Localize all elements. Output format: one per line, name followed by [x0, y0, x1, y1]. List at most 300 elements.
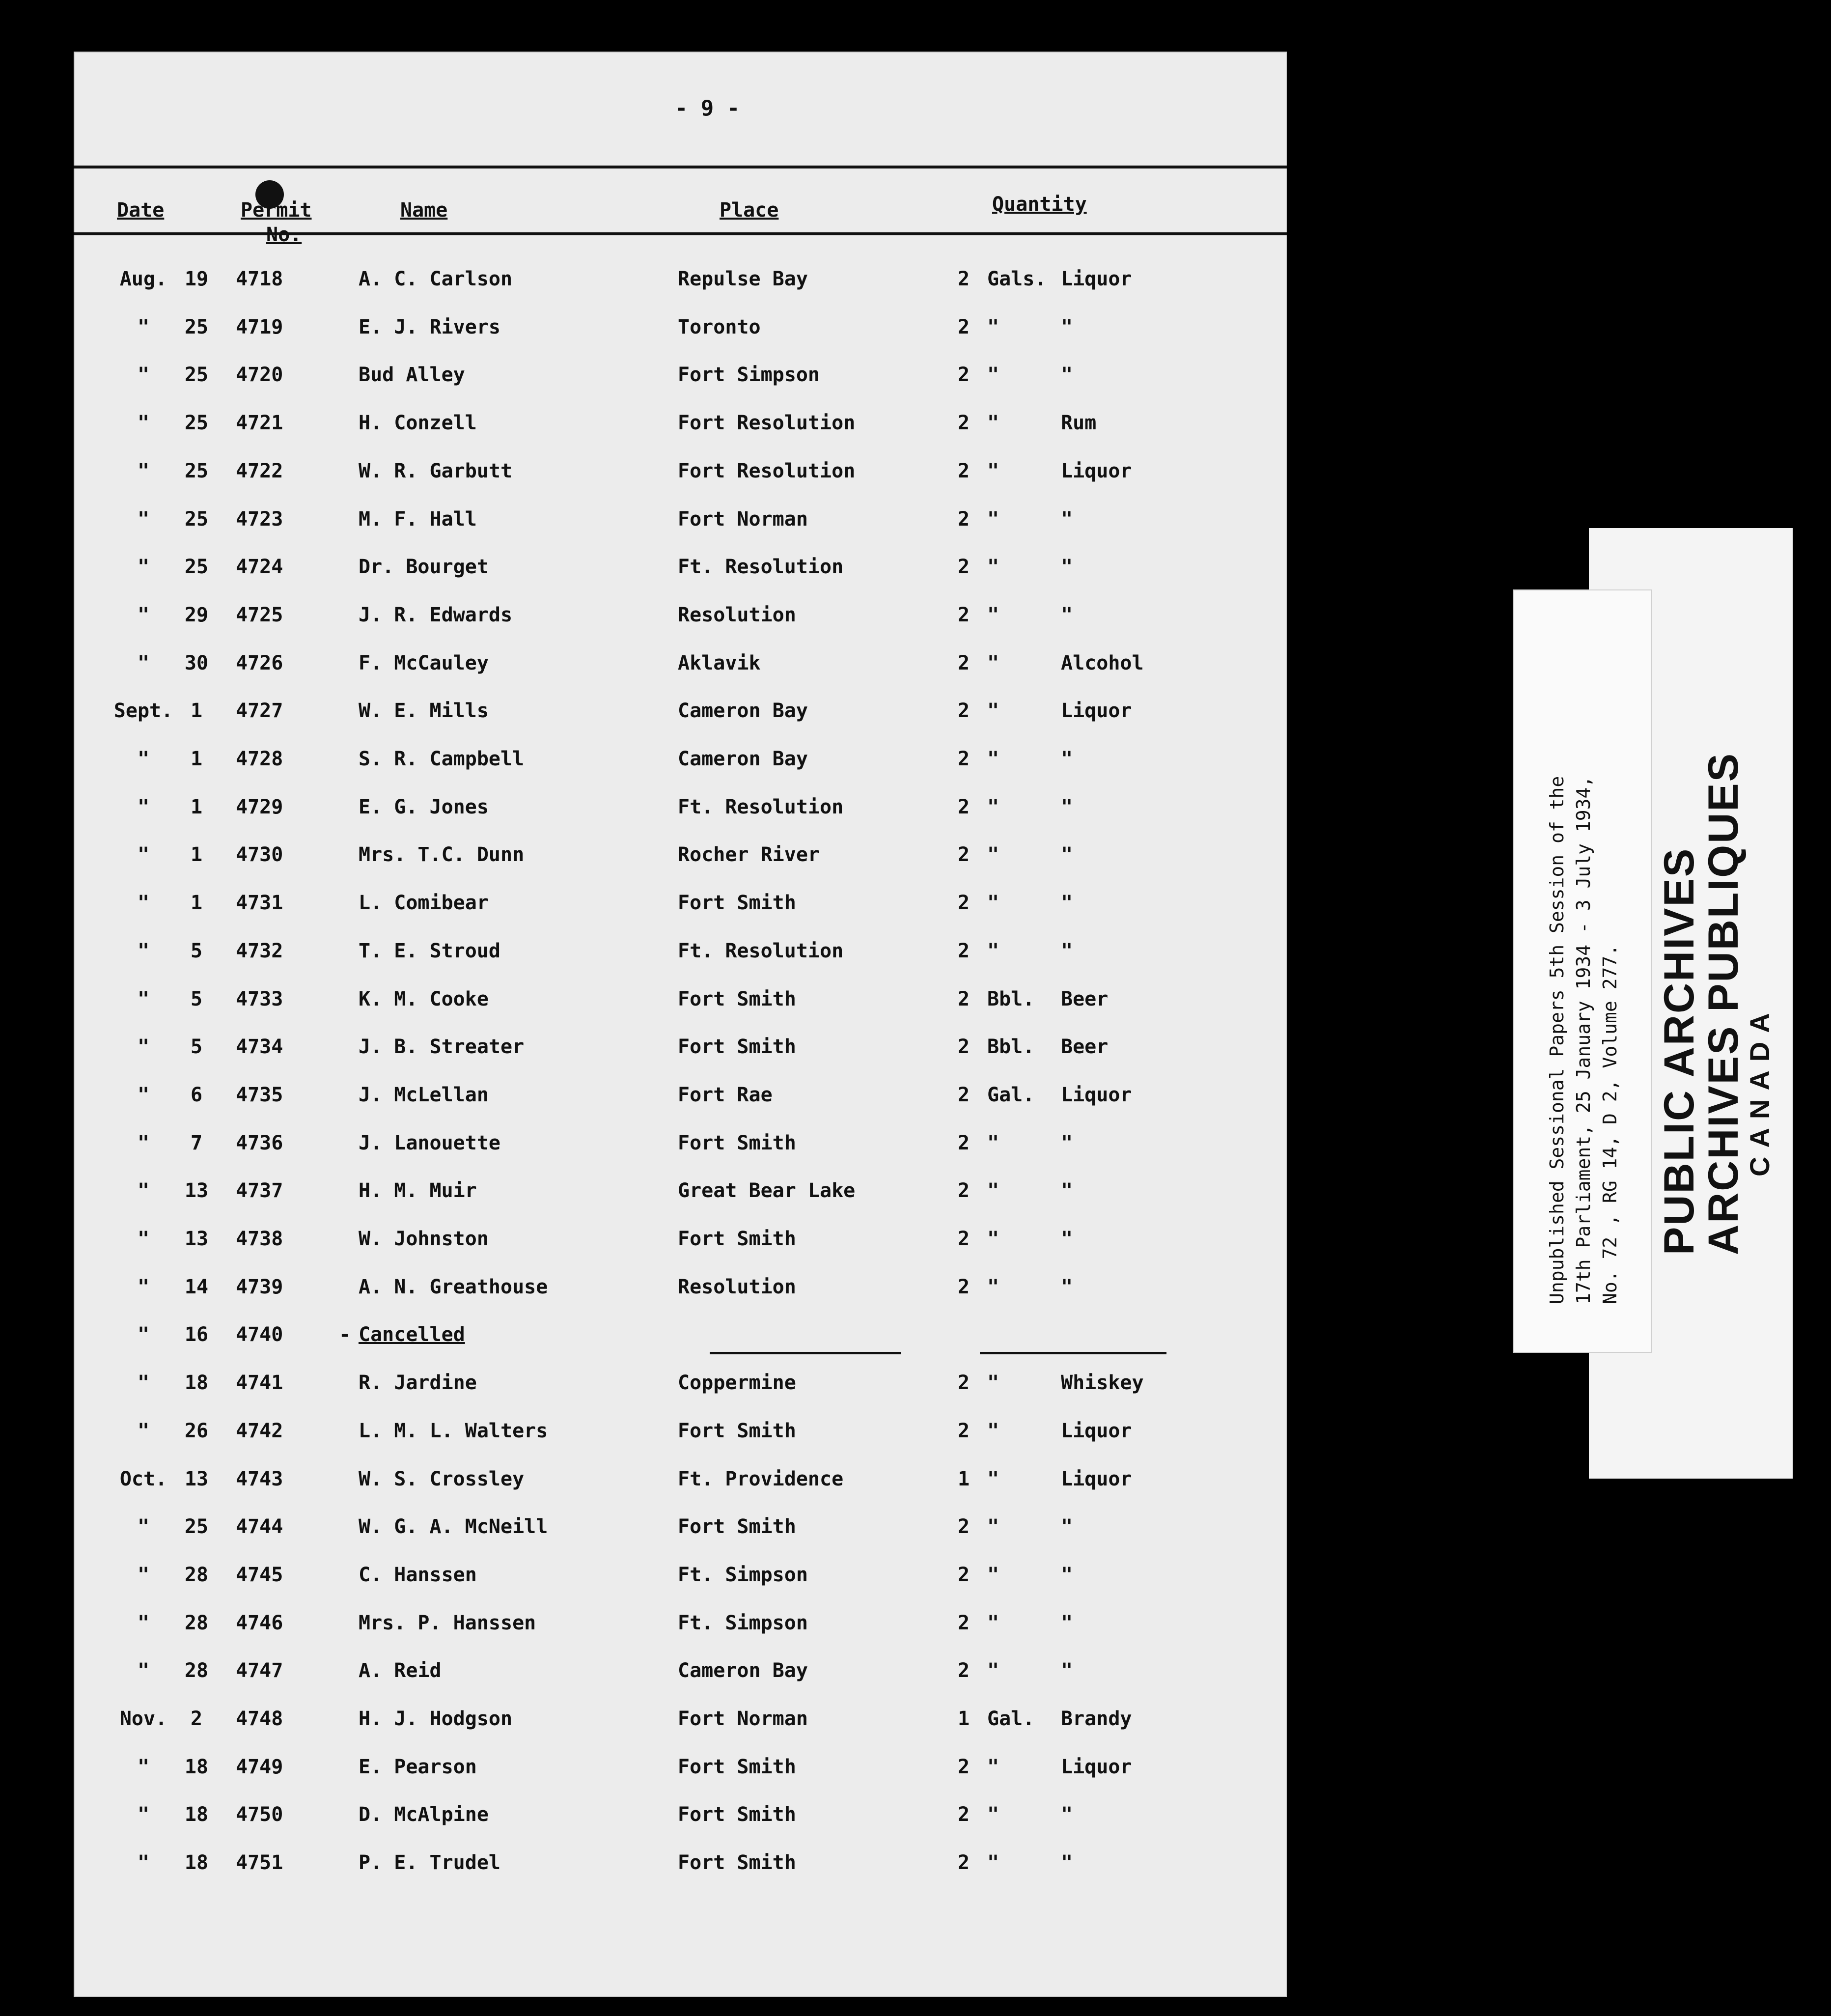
row-permit-no: 4744	[236, 1515, 283, 1538]
row-name: R. Jardine	[359, 1372, 477, 1394]
row-kind: "	[1061, 1179, 1073, 1202]
archive-note-line2: 17th Parliament, 25 January 1934 - 3 July 1934,	[1573, 776, 1594, 1304]
row-kind: Liquor	[1061, 700, 1132, 722]
row-day: 25	[184, 460, 209, 482]
row-unit: "	[987, 316, 999, 338]
row-place: Fort Smith	[678, 1036, 796, 1058]
row-place: Great Bear Lake	[678, 1179, 856, 1202]
row-month: "	[137, 1659, 150, 1682]
row-kind: "	[1061, 508, 1073, 531]
row-unit: "	[987, 508, 999, 531]
row-quantity: 2	[958, 796, 970, 818]
row-place: Resolution	[678, 604, 796, 626]
row-unit: "	[987, 1228, 999, 1250]
row-name: L. M. L. Walters	[359, 1420, 548, 1442]
cancelled-qty-rule	[980, 1352, 1166, 1354]
row-day: 29	[184, 604, 209, 626]
row-unit: "	[987, 1276, 999, 1298]
row-place: Fort Smith	[678, 1515, 796, 1538]
row-unit: "	[987, 1564, 999, 1586]
row-quantity: 2	[958, 508, 970, 531]
row-month: "	[137, 316, 150, 338]
row-day: 1	[190, 700, 203, 722]
row-month: "	[137, 1803, 150, 1826]
row-name: Dr. Bourget	[359, 556, 489, 578]
table-row	[74, 460, 1287, 489]
row-permit-no: 4718	[236, 268, 283, 290]
header-permit: Permit	[241, 199, 312, 222]
row-name: K. M. Cooke	[359, 988, 489, 1010]
row-day: 28	[184, 1612, 209, 1634]
row-kind: "	[1061, 1564, 1073, 1586]
row-month: Oct.	[119, 1468, 167, 1490]
header-place: Place	[720, 199, 779, 222]
row-kind: Liquor	[1061, 460, 1132, 482]
archive-note-line3: No. 72 , RG 14, D 2, Volume 277.	[1599, 944, 1621, 1304]
row-unit: "	[987, 1179, 999, 1202]
table-row	[74, 843, 1287, 873]
table-row	[74, 892, 1287, 921]
row-permit-no: 4749	[236, 1756, 283, 1778]
row-name: J. B. Streater	[359, 1036, 525, 1058]
row-permit-no: 4740	[236, 1323, 283, 1346]
table-row	[74, 604, 1287, 633]
table-row	[74, 1708, 1287, 1737]
row-place: Ft. Resolution	[678, 940, 844, 962]
row-permit-no: 4742	[236, 1420, 283, 1442]
row-quantity: 2	[958, 748, 970, 770]
row-month: "	[137, 412, 150, 434]
row-quantity: 2	[958, 700, 970, 722]
row-month: "	[137, 508, 150, 531]
row-place: Fort Smith	[678, 1803, 796, 1826]
row-quantity: 1	[958, 1708, 970, 1730]
row-place: Fort Norman	[678, 508, 808, 531]
row-kind: "	[1061, 1612, 1073, 1634]
row-permit-no: 4722	[236, 460, 283, 482]
row-permit-no: 4724	[236, 556, 283, 578]
row-day: 25	[184, 1515, 209, 1538]
row-permit-no: 4750	[236, 1803, 283, 1826]
row-kind: Alcohol	[1061, 652, 1144, 674]
row-place: Ft. Providence	[678, 1468, 844, 1490]
table-row	[74, 1276, 1287, 1305]
row-kind: Liquor	[1061, 268, 1132, 290]
table-row	[74, 1756, 1287, 1785]
table-row	[74, 1179, 1287, 1209]
row-day: 18	[184, 1851, 209, 1874]
row-name: Cancelled	[359, 1323, 465, 1346]
row-month: Nov.	[119, 1708, 167, 1730]
row-day: 5	[190, 1036, 203, 1058]
row-day: 16	[184, 1323, 209, 1346]
row-kind: "	[1061, 940, 1073, 962]
row-day: 6	[190, 1084, 203, 1106]
row-quantity: 2	[958, 1659, 970, 1682]
row-unit: "	[987, 604, 999, 626]
row-unit: Gals.	[987, 268, 1047, 290]
row-permit-no: 4733	[236, 988, 283, 1010]
row-place: Fort Smith	[678, 892, 796, 914]
row-kind: "	[1061, 316, 1073, 338]
row-permit-no: 4748	[236, 1708, 283, 1730]
row-quantity: 2	[958, 1276, 970, 1298]
row-kind: Rum	[1061, 412, 1097, 434]
row-quantity: 2	[958, 412, 970, 434]
stamp-public-archives: PUBLIC ARCHIVES	[1656, 847, 1703, 1255]
row-day: 1	[190, 748, 203, 770]
row-permit-no: 4745	[236, 1564, 283, 1586]
row-day: 13	[184, 1179, 209, 1202]
row-kind: "	[1061, 1803, 1073, 1826]
table-row	[74, 316, 1287, 345]
row-quantity: 2	[958, 1036, 970, 1058]
row-quantity: 2	[958, 268, 970, 290]
row-place: Fort Rae	[678, 1084, 773, 1106]
row-quantity: 2	[958, 1564, 970, 1586]
row-permit-no: 4728	[236, 748, 283, 770]
row-name: C. Hanssen	[359, 1564, 477, 1586]
row-month: Sept.	[113, 700, 173, 722]
row-kind: Liquor	[1061, 1468, 1132, 1490]
row-permit-no: 4727	[236, 700, 283, 722]
archive-note-line1: Unpublished Sessional Papers 5th Session of the	[1546, 776, 1568, 1304]
row-day: 28	[184, 1564, 209, 1586]
row-permit-no: 4734	[236, 1036, 283, 1058]
table-row	[74, 940, 1287, 969]
table-row	[74, 268, 1287, 297]
row-name: Mrs. P. Hanssen	[359, 1612, 536, 1634]
row-month: "	[137, 1036, 150, 1058]
row-place: Fort Smith	[678, 1132, 796, 1154]
row-day: 18	[184, 1803, 209, 1826]
row-permit-no: 4719	[236, 316, 283, 338]
table-row	[74, 1515, 1287, 1545]
row-kind: "	[1061, 1132, 1073, 1154]
row-name: T. E. Stroud	[359, 940, 500, 962]
row-place: Ft. Simpson	[678, 1612, 808, 1634]
row-place: Aklavik	[678, 652, 761, 674]
row-month: "	[137, 460, 150, 482]
row-kind: Beer	[1061, 988, 1109, 1010]
row-name: W. E. Mills	[359, 700, 489, 722]
row-day: 1	[190, 843, 203, 866]
table-row	[74, 748, 1287, 777]
row-month: "	[137, 652, 150, 674]
row-kind: "	[1061, 892, 1073, 914]
row-day: 25	[184, 364, 209, 386]
row-quantity: 2	[958, 1372, 970, 1394]
page-number: - 9 -	[674, 96, 740, 121]
row-month: "	[137, 1372, 150, 1394]
row-month: "	[137, 604, 150, 626]
row-quantity: 1	[958, 1468, 970, 1490]
row-place: Fort Smith	[678, 1756, 796, 1778]
header-bottom-rule	[74, 232, 1287, 235]
row-unit: "	[987, 1612, 999, 1634]
row-day: 14	[184, 1276, 209, 1298]
row-place: Resolution	[678, 1276, 796, 1298]
row-month: "	[137, 843, 150, 866]
row-name: Mrs. T.C. Dunn	[359, 843, 525, 866]
row-quantity: 2	[958, 316, 970, 338]
row-permit-no: 4729	[236, 796, 283, 818]
row-unit: "	[987, 796, 999, 818]
row-name: A. C. Carlson	[359, 268, 513, 290]
row-quantity: 2	[958, 556, 970, 578]
row-month: "	[137, 1851, 150, 1874]
row-permit-no: 4737	[236, 1179, 283, 1202]
row-month: "	[137, 892, 150, 914]
row-quantity: 2	[958, 988, 970, 1010]
table-row	[74, 1420, 1287, 1449]
row-kind: "	[1061, 748, 1073, 770]
row-permit-no: 4736	[236, 1132, 283, 1154]
row-permit-no: 4743	[236, 1468, 283, 1490]
row-place: Fort Simpson	[678, 364, 820, 386]
row-month: "	[137, 988, 150, 1010]
row-name: E. J. Rivers	[359, 316, 500, 338]
row-unit: "	[987, 892, 999, 914]
table-row	[74, 988, 1287, 1017]
row-name: H. Conzell	[359, 412, 477, 434]
stamp-archives-publiques: ARCHIVES PUBLIQUES	[1700, 752, 1747, 1255]
row-place: Ft. Resolution	[678, 556, 844, 578]
row-quantity: 2	[958, 364, 970, 386]
row-day: 19	[184, 268, 209, 290]
row-kind: "	[1061, 604, 1073, 626]
row-place: Cameron Bay	[678, 748, 808, 770]
table-row	[74, 700, 1287, 729]
cancelled-place-rule	[710, 1352, 901, 1354]
row-unit: "	[987, 700, 999, 722]
table-row	[74, 1323, 1287, 1353]
row-unit: "	[987, 1803, 999, 1826]
row-name: S. R. Campbell	[359, 748, 525, 770]
row-place: Fort Smith	[678, 1851, 796, 1874]
row-unit: "	[987, 1372, 999, 1394]
row-day: 2	[190, 1708, 203, 1730]
row-name: J. R. Edwards	[359, 604, 513, 626]
row-place: Fort Smith	[678, 988, 796, 1010]
row-kind: Beer	[1061, 1036, 1109, 1058]
table-row	[74, 1803, 1287, 1833]
table-row	[74, 1084, 1287, 1113]
row-permit-no: 4720	[236, 364, 283, 386]
row-kind: "	[1061, 556, 1073, 578]
row-day: 25	[184, 556, 209, 578]
row-quantity: 2	[958, 1851, 970, 1874]
row-month: "	[137, 1323, 150, 1346]
row-place: Ft. Simpson	[678, 1564, 808, 1586]
row-name: J. McLellan	[359, 1084, 489, 1106]
row-name: W. S. Crossley	[359, 1468, 525, 1490]
row-name: A. N. Greathouse	[359, 1276, 548, 1298]
table-row	[74, 1851, 1287, 1881]
table-row	[74, 1659, 1287, 1689]
row-unit: "	[987, 1756, 999, 1778]
row-quantity: 2	[958, 1803, 970, 1826]
table-row	[74, 1612, 1287, 1641]
row-place: Fort Resolution	[678, 460, 856, 482]
row-quantity: 2	[958, 1228, 970, 1250]
row-place: Repulse Bay	[678, 268, 808, 290]
row-day: 25	[184, 316, 209, 338]
row-place: Fort Smith	[678, 1228, 796, 1250]
row-quantity: 2	[958, 1132, 970, 1154]
row-kind: "	[1061, 1515, 1073, 1538]
row-quantity: 2	[958, 1179, 970, 1202]
row-permit-no: 4739	[236, 1276, 283, 1298]
row-unit: "	[987, 1659, 999, 1682]
row-permit-no: 4723	[236, 508, 283, 531]
row-place: Cameron Bay	[678, 700, 808, 722]
row-permit-no: 4725	[236, 604, 283, 626]
table-row	[74, 1468, 1287, 1497]
row-place: Fort Resolution	[678, 412, 856, 434]
row-kind: Liquor	[1061, 1420, 1132, 1442]
row-unit: Bbl.	[987, 988, 1035, 1010]
row-month: "	[137, 1612, 150, 1634]
stamp-canada: CANADA	[1744, 1004, 1775, 1176]
row-permit-no: 4738	[236, 1228, 283, 1250]
row-day: 18	[184, 1372, 209, 1394]
row-permit-no: 4735	[236, 1084, 283, 1106]
row-name: E. Pearson	[359, 1756, 477, 1778]
row-month: "	[137, 1515, 150, 1538]
header-date: Date	[117, 199, 165, 222]
row-unit: "	[987, 652, 999, 674]
row-quantity: 2	[958, 940, 970, 962]
row-kind: "	[1061, 843, 1073, 866]
table-row	[74, 652, 1287, 681]
table-row	[74, 508, 1287, 537]
row-day: 13	[184, 1468, 209, 1490]
row-quantity: 2	[958, 1084, 970, 1106]
row-month: "	[137, 1179, 150, 1202]
row-unit: "	[987, 556, 999, 578]
row-name: W. Johnston	[359, 1228, 489, 1250]
header-name: Name	[400, 199, 448, 222]
table-row	[74, 412, 1287, 441]
row-month: "	[137, 364, 150, 386]
row-quantity: 2	[958, 1612, 970, 1634]
table-row	[74, 796, 1287, 825]
row-day: 1	[190, 892, 203, 914]
row-place: Ft. Resolution	[678, 796, 844, 818]
row-month: "	[137, 1228, 150, 1250]
row-unit: Gal.	[987, 1708, 1035, 1730]
row-name: F. McCauley	[359, 652, 489, 674]
row-unit: Bbl.	[987, 1036, 1035, 1058]
row-kind: "	[1061, 1228, 1073, 1250]
row-permit-no: 4747	[236, 1659, 283, 1682]
row-unit: "	[987, 843, 999, 866]
row-name: P. E. Trudel	[359, 1851, 500, 1874]
row-quantity: 2	[958, 652, 970, 674]
table-row	[74, 364, 1287, 393]
table-row	[74, 1228, 1287, 1257]
row-kind: "	[1061, 1851, 1073, 1874]
row-unit: "	[987, 460, 999, 482]
row-name: L. Comibear	[359, 892, 489, 914]
row-day: 26	[184, 1420, 209, 1442]
row-month: "	[137, 1084, 150, 1106]
row-name: E. G. Jones	[359, 796, 489, 818]
row-unit: "	[987, 1132, 999, 1154]
row-name: W. G. A. McNeill	[359, 1515, 548, 1538]
row-day: 18	[184, 1756, 209, 1778]
row-day: 5	[190, 988, 203, 1010]
row-day: 5	[190, 940, 203, 962]
row-month: "	[137, 1132, 150, 1154]
row-quantity: 2	[958, 604, 970, 626]
row-month: "	[137, 1276, 150, 1298]
row-place: Cameron Bay	[678, 1659, 808, 1682]
row-dash: -	[339, 1323, 351, 1346]
row-place: Coppermine	[678, 1372, 796, 1394]
row-month: "	[137, 940, 150, 962]
row-unit: "	[987, 1515, 999, 1538]
row-month: "	[137, 1756, 150, 1778]
row-kind: Whiskey	[1061, 1372, 1144, 1394]
row-unit: "	[987, 748, 999, 770]
table-row	[74, 1372, 1287, 1401]
row-quantity: 2	[958, 1756, 970, 1778]
row-kind: Liquor	[1061, 1084, 1132, 1106]
row-quantity: 2	[958, 892, 970, 914]
row-unit: "	[987, 1851, 999, 1874]
row-day: 25	[184, 412, 209, 434]
row-quantity: 2	[958, 843, 970, 866]
row-unit: "	[987, 1420, 999, 1442]
row-name: D. McAlpine	[359, 1803, 489, 1826]
row-quantity: 2	[958, 1420, 970, 1442]
row-kind: "	[1061, 364, 1073, 386]
row-quantity: 2	[958, 1515, 970, 1538]
row-unit: Gal.	[987, 1084, 1035, 1106]
row-permit-no: 4731	[236, 892, 283, 914]
row-day: 25	[184, 508, 209, 531]
row-kind: "	[1061, 1659, 1073, 1682]
row-month: "	[137, 796, 150, 818]
row-permit-no: 4732	[236, 940, 283, 962]
row-kind: "	[1061, 796, 1073, 818]
row-month: "	[137, 748, 150, 770]
row-permit-no: 4746	[236, 1612, 283, 1634]
row-permit-no: 4751	[236, 1851, 283, 1874]
row-name: A. Reid	[359, 1659, 442, 1682]
table-row	[74, 1132, 1287, 1161]
row-permit-no: 4726	[236, 652, 283, 674]
row-quantity: 2	[958, 460, 970, 482]
table-row	[74, 1564, 1287, 1593]
row-name: W. R. Garbutt	[359, 460, 513, 482]
row-month: "	[137, 1420, 150, 1442]
row-name: Bud Alley	[359, 364, 465, 386]
table-row	[74, 1036, 1287, 1065]
header-top-rule	[74, 166, 1287, 168]
row-day: 13	[184, 1228, 209, 1250]
row-month: "	[137, 1564, 150, 1586]
row-unit: "	[987, 1468, 999, 1490]
row-unit: "	[987, 940, 999, 962]
row-name: M. F. Hall	[359, 508, 477, 531]
row-place: Fort Smith	[678, 1420, 796, 1442]
row-permit-no: 4721	[236, 412, 283, 434]
row-month: Aug.	[119, 268, 167, 290]
row-name: J. Lanouette	[359, 1132, 500, 1154]
